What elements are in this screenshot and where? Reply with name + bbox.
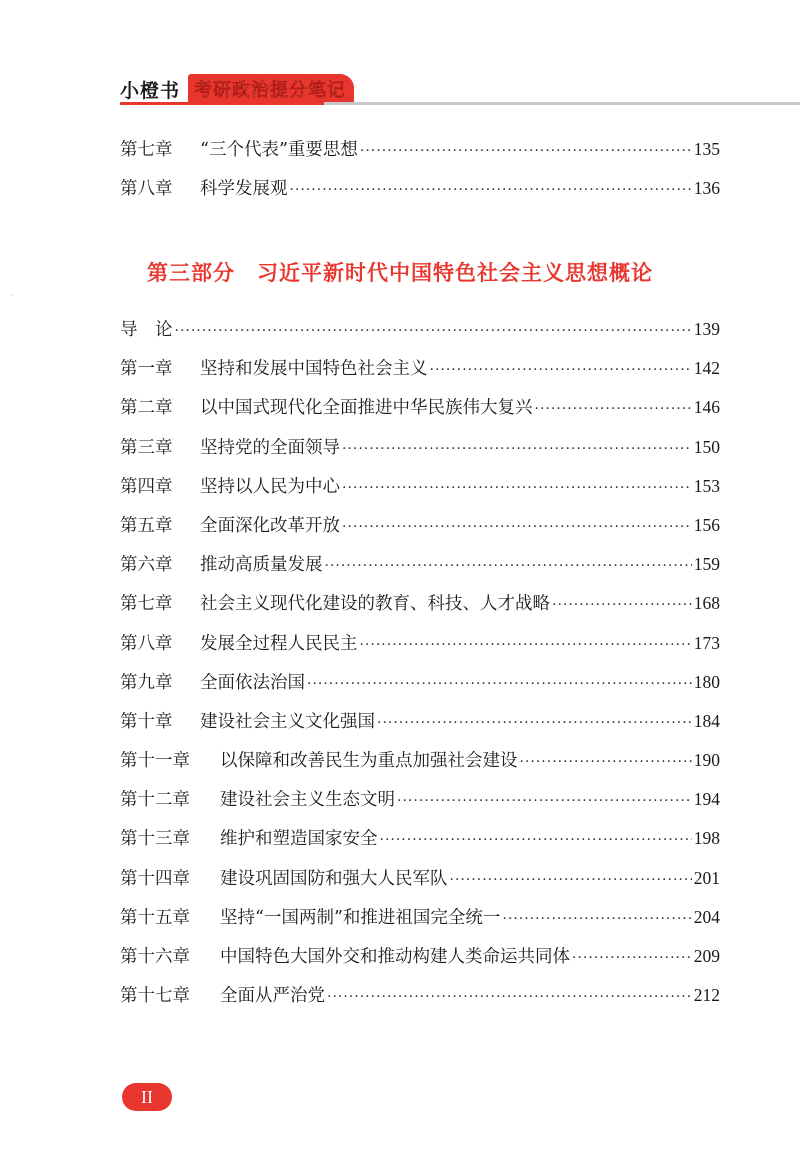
leader-dots: [572, 950, 692, 966]
toc-entry[interactable]: [120, 943, 720, 982]
toc-entry[interactable]: [120, 512, 720, 551]
leader-dots: [552, 597, 692, 613]
page-number-badge: II: [122, 1083, 172, 1111]
leader-dots: [342, 519, 692, 535]
header-rule: [120, 102, 800, 105]
chapter-number: 第十三章: [120, 829, 190, 850]
page-number: 135: [693, 139, 720, 159]
toc-entry[interactable]: [120, 825, 720, 864]
toc-part3: [120, 316, 720, 1021]
page-number: 194: [693, 789, 720, 810]
chapter-title: 坚持和发展中国特色社会主义: [200, 359, 428, 380]
chapter-number: 第十章: [120, 711, 173, 732]
page-number: 146: [693, 397, 720, 418]
chapter-title: 科学发展观: [200, 179, 288, 200]
chapter-number: 第七章: [120, 140, 173, 160]
chapter-number: 第十四章: [120, 868, 190, 889]
leader-dots: [397, 793, 692, 809]
leader-dots: [327, 989, 692, 1005]
chapter-title: 建设巩固国防和强大人民军队: [220, 868, 448, 889]
chapter-title: 坚持“一国两制”和推进祖国完全统一: [220, 907, 501, 928]
toc-entry[interactable]: [120, 316, 720, 355]
leader-dots: [360, 143, 692, 159]
chapter-title: 全面深化改革开放: [200, 515, 340, 536]
series-title: 考研政治提分笔记: [188, 74, 354, 104]
running-header: [120, 74, 354, 104]
chapter-number: 第一章: [120, 359, 173, 380]
leader-dots: [342, 441, 692, 457]
page-number: 173: [693, 632, 720, 653]
leader-dots: [342, 480, 692, 496]
toc-entry[interactable]: [120, 630, 720, 669]
page-number: 156: [693, 514, 720, 535]
toc-part2-tail: [120, 136, 720, 214]
chapter-title: 全面依法治国: [200, 672, 305, 693]
leader-dots: [325, 558, 692, 574]
chapter-number: 第六章: [120, 555, 173, 576]
toc-entry[interactable]: [120, 865, 720, 904]
chapter-title: 推动高质量发展: [200, 555, 323, 576]
chapter-title: 以保障和改善民生为重点加强社会建设: [220, 751, 518, 772]
chapter-title: 建设社会主义文化强国: [200, 711, 375, 732]
leader-dots: [307, 676, 692, 692]
chapter-number: 第四章: [120, 476, 173, 497]
leader-dots: [360, 637, 692, 653]
leader-dots: [502, 911, 691, 927]
chapter-number: 第十七章: [120, 986, 190, 1007]
chapter-number: 第十五章: [120, 907, 190, 928]
page-number: 180: [693, 671, 720, 692]
toc-entry[interactable]: [120, 904, 720, 943]
page-number: 212: [693, 985, 720, 1006]
part-heading: 第三部分 习近平新时代中国特色社会主义思想概论: [147, 261, 653, 285]
chapter-title: 社会主义现代化建设的教育、科技、人才战略: [200, 594, 550, 615]
toc-entry[interactable]: [120, 355, 720, 394]
chapter-number: 导 论: [120, 320, 173, 340]
page-number: 153: [693, 475, 720, 496]
toc-entry[interactable]: [120, 434, 720, 473]
page-number: 136: [693, 178, 720, 199]
toc-entry[interactable]: [120, 708, 720, 747]
chapter-title: 维护和塑造国家安全: [220, 829, 378, 850]
leader-dots: [380, 832, 692, 848]
toc-entry[interactable]: [120, 669, 720, 708]
page-number: 190: [693, 750, 720, 771]
toc-entry[interactable]: [120, 747, 720, 786]
toc-entry[interactable]: [120, 473, 720, 512]
chapter-title: 坚持以人民为中心: [200, 476, 340, 497]
leader-dots: [290, 182, 692, 198]
chapter-number: 第十二章: [120, 790, 190, 811]
chapter-number: 第七章: [120, 594, 173, 615]
scan-mark: ˋ: [10, 294, 14, 303]
toc-entry[interactable]: [120, 786, 720, 825]
chapter-number: 第十一章: [120, 751, 190, 772]
chapter-number: 第三章: [120, 437, 173, 458]
chapter-number: 第九章: [120, 672, 173, 693]
chapter-title: 发展全过程人民民主: [200, 633, 358, 654]
leader-dots: [175, 323, 692, 339]
toc-entry[interactable]: [120, 590, 720, 629]
page-number: 184: [693, 710, 720, 731]
leader-dots: [450, 872, 692, 888]
chapter-number: 第八章: [120, 179, 173, 200]
page-number: 159: [693, 554, 720, 575]
toc-entry[interactable]: [120, 394, 720, 433]
leader-dots: [377, 715, 692, 731]
brand-name: 小橙书: [120, 79, 181, 102]
page-number: 198: [693, 828, 720, 849]
toc-entry[interactable]: [120, 551, 720, 590]
page-number: 142: [693, 358, 720, 379]
leader-dots: [430, 362, 692, 378]
chapter-number: 第八章: [120, 633, 173, 654]
chapter-number: 第五章: [120, 515, 173, 536]
chapter-title: 建设社会主义生态文明: [220, 790, 395, 811]
chapter-number: 第十六章: [120, 947, 190, 967]
leader-dots: [535, 401, 692, 417]
chapter-title: 坚持党的全面领导: [200, 437, 340, 458]
toc-entry[interactable]: [120, 136, 720, 175]
chapter-title: 中国特色大国外交和推动构建人类命运共同体: [220, 947, 570, 967]
page-number: 150: [693, 436, 720, 457]
page-number: 204: [693, 906, 720, 927]
toc-entry[interactable]: [120, 175, 720, 214]
chapter-title: 以中国式现代化全面推进中华民族伟大复兴: [200, 398, 533, 419]
leader-dots: [520, 754, 692, 770]
page-number: 168: [693, 593, 720, 614]
page-number: 209: [693, 946, 720, 966]
page-number: 201: [693, 867, 720, 888]
chapter-title: “三个代表”重要思想: [200, 140, 358, 160]
toc-entry[interactable]: [120, 982, 720, 1021]
chapter-title: 全面从严治党: [220, 986, 325, 1007]
page-number: 139: [693, 319, 720, 339]
chapter-number: 第二章: [120, 398, 173, 419]
